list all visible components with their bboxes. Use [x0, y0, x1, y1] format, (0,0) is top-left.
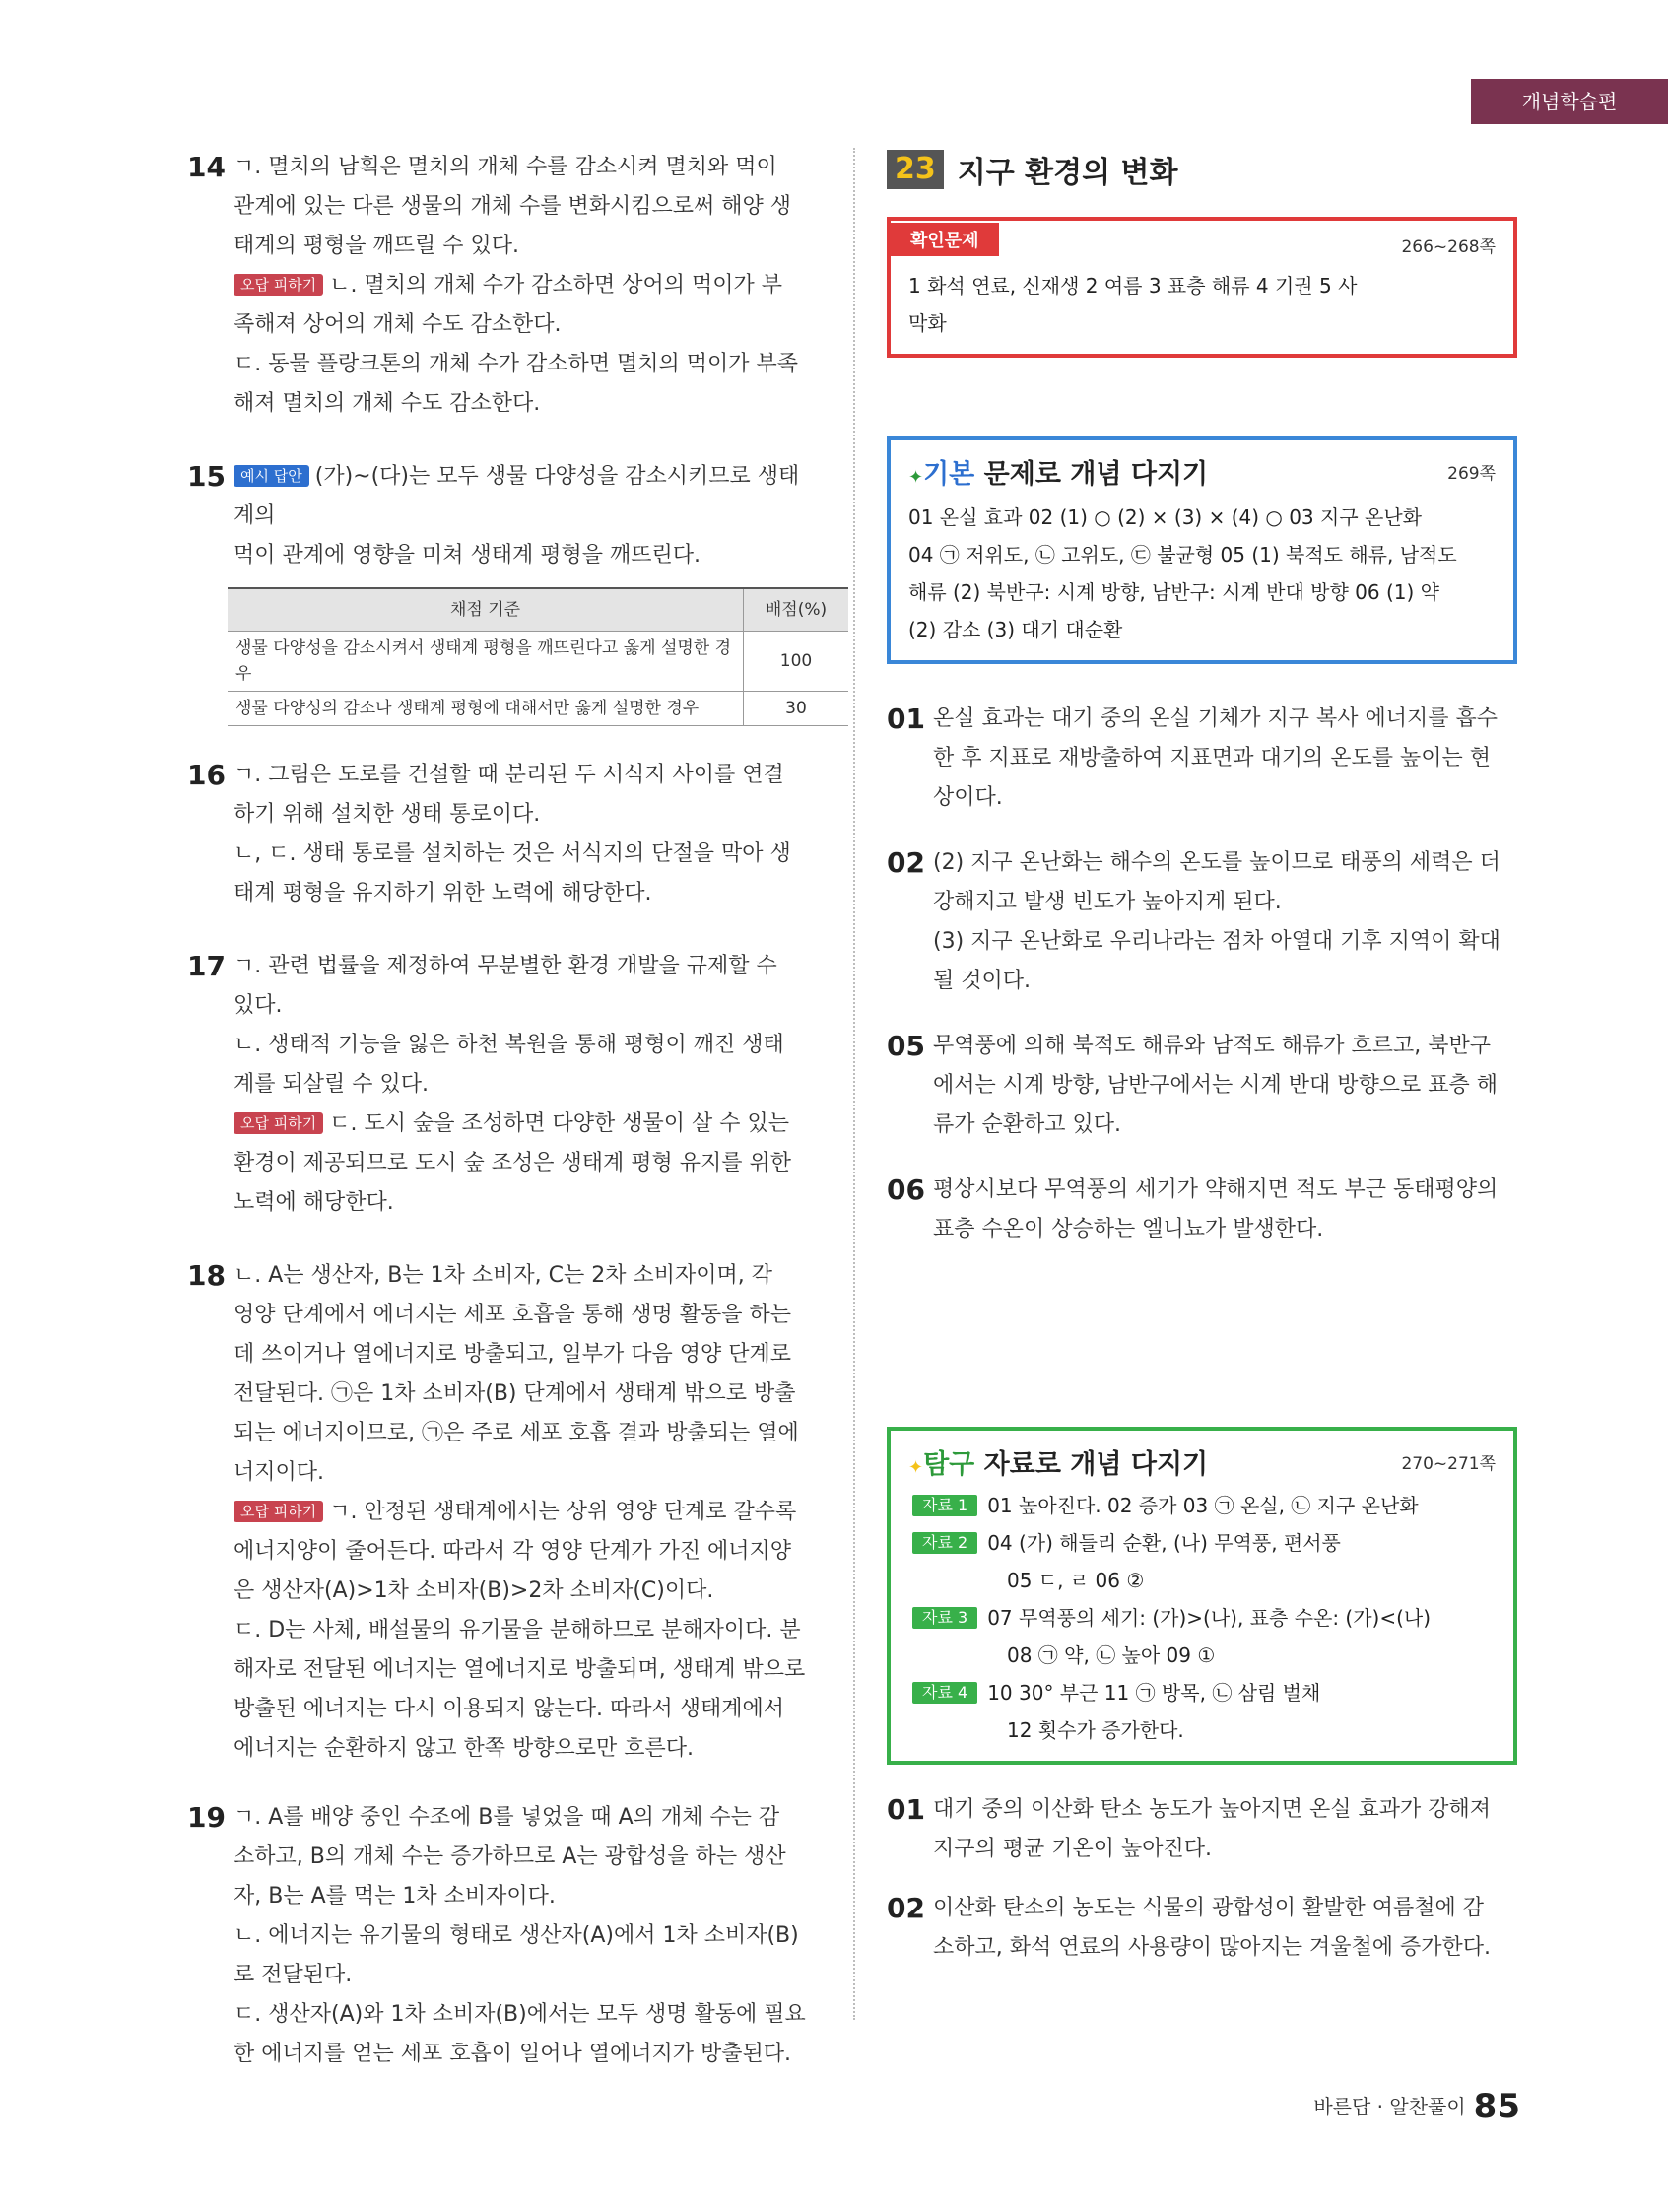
answer-line: 1 화석 연료, 신재생 2 여름 3 표층 해류 4 기권 5 사	[908, 274, 1358, 298]
text-line: 표층 수온이 상승하는 엘니뇨가 발생한다.	[933, 1217, 1324, 1241]
section-tab: 개념학습편	[1471, 79, 1668, 124]
explanation-01	[887, 700, 1517, 818]
text-line: 평상시보다 무역풍의 세기가 약해지면 적도 부근 동태평양의	[933, 1177, 1499, 1202]
text-line: 환경이 제공되므로 도시 숲 조성은 생태계 평형 유지를 위한	[234, 1151, 791, 1175]
answer-15	[187, 457, 828, 726]
section-title: 지구 환경의 변화	[957, 156, 1178, 190]
data-label: 자료 4	[912, 1682, 977, 1704]
right-column	[887, 148, 1517, 1968]
page-range: 266~268쪽	[1401, 237, 1496, 257]
text-line: ㄷ. 생산자(A)와 1차 소비자(B)에서는 모두 생명 활동에 필요	[234, 2002, 806, 2027]
text-line: 에너지는 순환하지 않고 한쪽 방향으로만 흐른다.	[234, 1736, 695, 1761]
left-column	[187, 148, 828, 2074]
question-number: 19	[187, 1801, 226, 1834]
answer-line: 자료 2 04 (가) 해들리 순환, (나) 무역풍, 편서풍	[912, 1524, 1496, 1562]
text-line: ㄱ. 관련 법률을 제정하여 무분별한 환경 개발을 규제할 수	[234, 954, 777, 978]
answer-line: 해류 (2) 북반구: 시계 방향, 남반구: 시계 반대 방향 06 (1) 약	[908, 580, 1439, 604]
text-line: 계를 되살릴 수 있다.	[234, 1072, 429, 1097]
answer-line: 자료 3 07 무역풍의 세기: (가)>(나), 표층 수온: (가)<(나)	[912, 1599, 1496, 1637]
text-line: 예시 답안 (가)~(다)는 모두 생물 다양성을 감소시키므로 생태계의	[234, 464, 800, 528]
answer-line: 08 ㉠ 약, ㉡ 높아 09 ①	[1007, 1643, 1216, 1667]
scoring-table	[228, 587, 848, 726]
answer-line: 막화	[908, 311, 947, 335]
question-number: 16	[187, 759, 226, 791]
text-line: 온실 효과는 대기 중의 온실 기체가 지구 복사 에너지를 흡수	[933, 706, 1498, 731]
text-line: 소하고, 화석 연료의 사용량이 많아지는 겨울철에 증가한다.	[933, 1935, 1491, 1960]
text-line: 대기 중의 이산화 탄소 농도가 높아지면 온실 효과가 강해져	[933, 1797, 1491, 1822]
text-line: 한 후 지표로 재방출하여 지표면과 대기의 온도를 높이는 현	[933, 746, 1491, 771]
text-line: 먹이 관계에 영향을 미쳐 생태계 평형을 깨뜨린다.	[234, 543, 701, 568]
text-line: 관계에 있는 다른 생물의 개체 수를 변화시킴으로써 해양 생	[234, 194, 791, 219]
data-label: 자료 3	[912, 1607, 977, 1629]
text-line: 류가 순환하고 있다.	[933, 1112, 1121, 1137]
page-footer	[1313, 2087, 1520, 2126]
section-heading	[887, 148, 1517, 191]
explanation-02	[887, 843, 1517, 1001]
text-line: 방출된 에너지는 다시 이용되지 않는다. 따라서 생태계에서	[234, 1697, 785, 1721]
basic-problems-box	[887, 436, 1517, 664]
explanation-b01	[887, 1790, 1517, 1869]
confirm-problems-box	[887, 217, 1517, 358]
question-number: 17	[187, 950, 226, 982]
wrong-answer-badge: 오답 피하기	[234, 1112, 323, 1134]
answer-line: 자료 1 01 높아진다. 02 증가 03 ㉠ 온실, ㉡ 지구 온난화	[912, 1487, 1496, 1524]
text-line: 해자로 전달된 에너지는 열에너지로 방출되며, 생태계 밖으로	[234, 1657, 806, 1682]
text-line: 에너지양이 줄어든다. 따라서 각 영양 단계가 가진 에너지양	[234, 1539, 791, 1564]
explore-data-box	[887, 1427, 1517, 1765]
text-line: 노력에 해당한다.	[234, 1190, 394, 1215]
table-header: 배점(%)	[744, 588, 849, 632]
wrong-answer-badge: 오답 피하기	[234, 274, 323, 296]
data-label: 자료 2	[912, 1532, 977, 1554]
text-line: ㄴ. A는 생산자, B는 1차 소비자, C는 2차 소비자이며, 각	[234, 1263, 772, 1288]
table-header: 채점 기준	[228, 588, 744, 632]
text-line: (3) 지구 온난화로 우리나라는 점차 아열대 기후 지역이 확대	[933, 929, 1501, 954]
question-number: 02	[887, 1892, 925, 1924]
text-line: 자, B는 A를 먹는 1차 소비자이다.	[234, 1884, 556, 1909]
text-line: ㄴ. 생태적 기능을 잃은 하천 복원을 통해 평형이 깨진 생태	[234, 1033, 784, 1057]
text-line: ㄱ. 그림은 도로를 건설할 때 분리된 두 서식지 사이를 연결	[234, 763, 784, 787]
text-line: 전달된다. ㉠은 1차 소비자(B) 단계에서 생태계 밖으로 방출	[234, 1381, 796, 1406]
sparkle-icon: ✦	[908, 1457, 924, 1478]
text-line: 태계의 평형을 깨뜨릴 수 있다.	[234, 234, 519, 258]
page-number: 85	[1473, 2087, 1520, 2126]
answer-line: (2) 감소 (3) 대기 대순환	[908, 618, 1123, 641]
text-line: 에서는 시계 방향, 남반구에서는 시계 반대 방향으로 표층 해	[933, 1073, 1498, 1098]
answer-line: 04 ㉠ 저위도, ㉡ 고위도, ㉢ 불균형 05 (1) 북적도 해류, 남적도	[908, 543, 1457, 567]
text-line: 되는 에너지이므로, ㉠은 주로 세포 호흡 결과 방출되는 열에	[234, 1421, 799, 1445]
text-line: ㄷ. 동물 플랑크톤의 개체 수가 감소하면 멸치의 먹이가 부족	[234, 352, 798, 376]
question-number: 05	[887, 1030, 925, 1062]
answer-line: 12 횟수가 증가한다.	[1007, 1718, 1184, 1742]
table-cell: 100	[744, 632, 849, 692]
text-line: 오답 피하기 ㄷ. 도시 숲을 조성하면 다양한 생물이 살 수 있는	[234, 1105, 818, 1144]
text-line: 될 것이다.	[933, 969, 1031, 993]
text-line: 은 생산자(A)>1차 소비자(B)>2차 소비자(C)이다.	[234, 1578, 714, 1603]
text-line: 오답 피하기 ㄴ. 멸치의 개체 수가 감소하면 상어의 먹이가 부	[234, 266, 818, 305]
answer-19	[187, 1798, 818, 2074]
text-line: (2) 지구 온난화는 해수의 온도를 높이므로 태풍의 세력은 더	[933, 850, 1501, 875]
text-line: 로 전달된다.	[234, 1963, 353, 1987]
question-number: 02	[887, 846, 925, 879]
text-line: 이산화 탄소의 농도는 식물의 광합성이 활발한 여름철에 감	[933, 1896, 1485, 1920]
table-cell: 30	[744, 692, 849, 726]
table-row	[228, 632, 848, 692]
question-number: 01	[887, 703, 925, 735]
text-line: 한 에너지를 얻는 세포 호흡이 일어나 열에너지가 방출된다.	[234, 2042, 791, 2066]
answer-line: 05 ㄷ, ㄹ 06 ②	[1007, 1569, 1145, 1592]
data-label: 자료 1	[912, 1495, 977, 1516]
text-line: ㄴ, ㄷ. 생태 통로를 설치하는 것은 서식지의 단절을 막아 생	[234, 841, 791, 866]
page-range: 270~271쪽	[1401, 1454, 1496, 1474]
answer-line: 01 온실 효과 02 (1) ○ (2) × (3) × (4) ○ 03 지구 온난화	[908, 505, 1422, 529]
text-line: 상이다.	[933, 785, 1003, 810]
text-line: 소하고, B의 개체 수는 증가하므로 A는 광합성을 하는 생산	[234, 1844, 786, 1869]
text-line: 오답 피하기 ㄱ. 안정된 생태계에서는 상위 영양 단계로 갈수록	[234, 1493, 818, 1532]
text-line: 하기 위해 설치한 생태 통로이다.	[234, 802, 541, 827]
text-line: 데 쓰이거나 열에너지로 방출되고, 일부가 다음 영양 단계로	[234, 1342, 791, 1367]
text-line: ㄷ. D는 사체, 배설물의 유기물을 분해하므로 분해자이다. 분	[234, 1618, 801, 1642]
page-range: 269쪽	[1447, 464, 1496, 484]
table-cell: 생물 다양성의 감소나 생태계 평형에 대해서만 옳게 설명한 경우	[228, 692, 744, 726]
footer-label: 바른답 · 알찬풀이	[1313, 2095, 1466, 2118]
text-line: 너지이다.	[234, 1460, 325, 1485]
section-number: 23	[887, 150, 944, 189]
text-line: 무역풍에 의해 북적도 해류와 남적도 해류가 흐르고, 북반구	[933, 1034, 1491, 1058]
question-number: 18	[187, 1259, 226, 1292]
table-cell: 생물 다양성을 감소시켜서 생태계 평형을 깨뜨린다고 옳게 설명한 경우	[228, 632, 744, 692]
sparkle-icon: ✦	[908, 467, 924, 488]
question-number: 06	[887, 1173, 925, 1206]
box-title: ✦탐구 자료로 개념 다지기	[908, 1449, 1209, 1480]
text-line: ㄱ. A를 배양 중인 수조에 B를 넣었을 때 A의 개체 수는 감	[234, 1805, 780, 1830]
box-title: ✦기본 문제로 개념 다지기	[908, 459, 1209, 490]
answer-17	[187, 947, 818, 1223]
question-number: 15	[187, 460, 226, 493]
answer-18	[187, 1256, 818, 1769]
explanation-b02	[887, 1889, 1517, 1968]
confirm-tab-label: 확인문제	[891, 223, 999, 256]
text-line: 태계 평형을 유지하기 위한 노력에 해당한다.	[234, 881, 652, 905]
text-line: ㄱ. 멸치의 남획은 멸치의 개체 수를 감소시켜 멸치와 먹이	[234, 155, 777, 179]
text-line: 지구의 평균 기온이 높아진다.	[933, 1837, 1212, 1861]
text-line: 있다.	[234, 993, 283, 1018]
sample-answer-badge: 예시 답안	[234, 465, 309, 487]
answer-16	[187, 756, 818, 913]
wrong-answer-badge: 오답 피하기	[234, 1501, 323, 1522]
answer-line: 자료 4 10 30° 부근 11 ㉠ 방목, ㉡ 삼림 벌채	[912, 1674, 1496, 1711]
column-divider	[853, 148, 855, 2020]
text-line: 족해져 상어의 개체 수도 감소한다.	[234, 312, 562, 337]
question-number: 01	[887, 1793, 925, 1826]
table-row	[228, 692, 848, 726]
explanation-06	[887, 1171, 1517, 1249]
explanation-05	[887, 1027, 1517, 1145]
text-line: ㄴ. 에너지는 유기물의 형태로 생산자(A)에서 1차 소비자(B)	[234, 1923, 799, 1948]
question-number: 14	[187, 151, 226, 183]
text-line: 강해지고 발생 빈도가 높아지게 된다.	[933, 890, 1282, 914]
text-line: 영양 단계에서 에너지는 세포 호흡을 통해 생명 활동을 하는	[234, 1303, 791, 1327]
text-line: 해져 멸치의 개체 수도 감소한다.	[234, 391, 541, 416]
answer-14	[187, 148, 818, 424]
